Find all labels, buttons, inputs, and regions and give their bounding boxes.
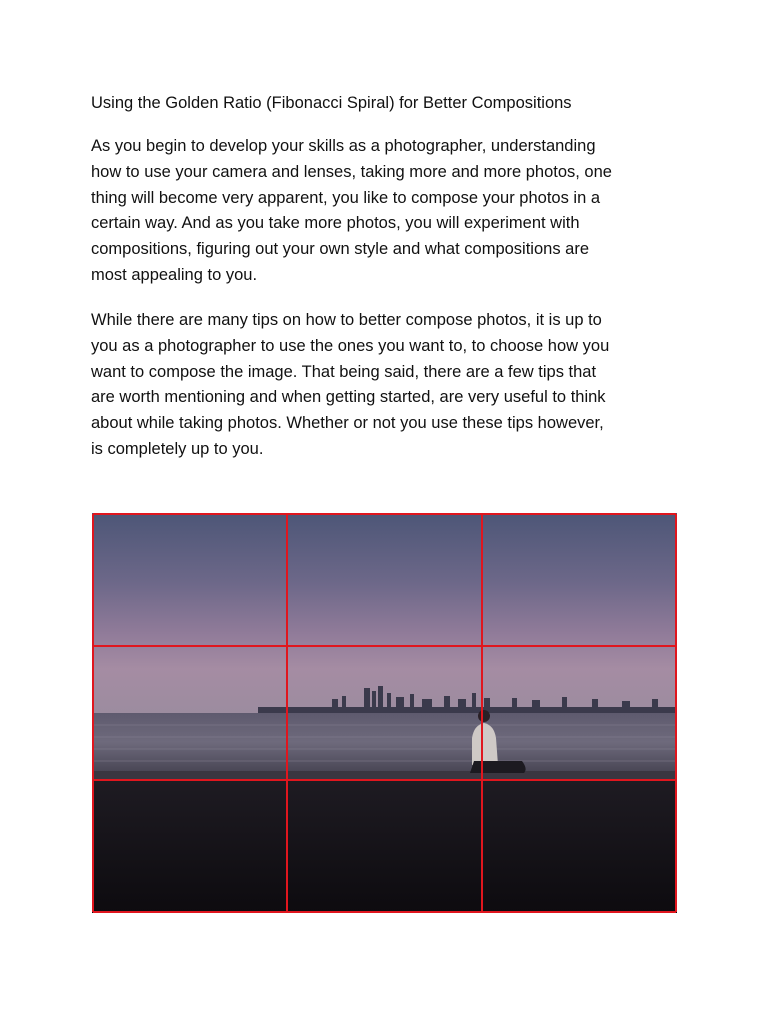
rule-of-thirds-photo [92,513,677,913]
photo-illustration [92,513,677,913]
seawall [92,781,677,913]
paragraph-line: certain way. And as you take more photos, you will experiment with [91,214,580,233]
sea [92,713,677,771]
paragraph-line: While there are many tips on how to better compose photos, it is up to [91,311,602,329]
paragraph-line: how to use your camera and lenses, taking more and more photos, one [91,162,612,181]
paragraph-line: thing will become very apparent, you like to compose your photos in a [91,188,601,207]
document-title: Using the Golden Ratio (Fibonacci Spiral) for Better Compositions [91,94,572,112]
paragraph-line: want to compose the image. That being said, there are a few tips that [91,362,597,381]
paragraph-line: you as a photographer to use the ones you want to, to choose how you [91,336,610,355]
sky [92,513,677,713]
paragraph-line: As you begin to develop your skills as a photographer, understanding [91,137,596,155]
paragraph-intro [91,134,691,289]
paragraph-tips [91,308,691,463]
paragraph-line: are worth mentioning and when getting started, are very useful to think [91,388,606,407]
paragraph-line: is completely up to you. [91,439,264,458]
paragraph-line: compositions, figuring out your own style and what compositions are [91,240,590,259]
paragraph-line: about while taking photos. Whether or not you use these tips however, [91,414,604,433]
paragraph-line: most appealing to you. [91,265,258,284]
